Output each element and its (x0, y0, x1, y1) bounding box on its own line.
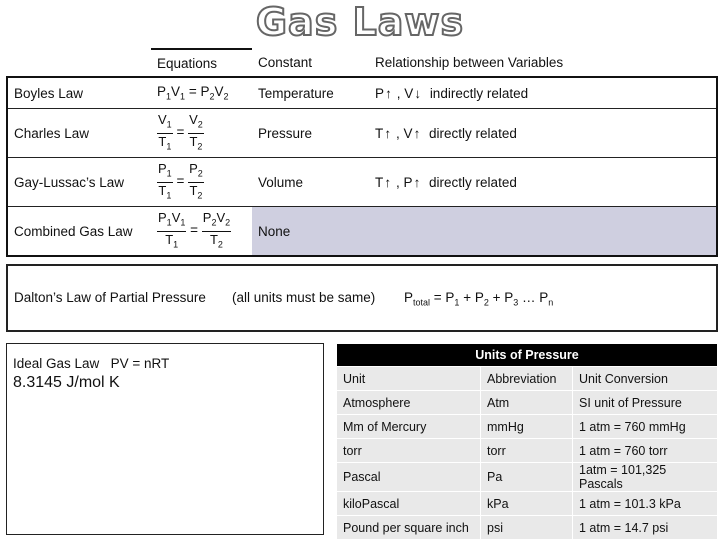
header-relationship: Relationship between Variables (369, 49, 717, 77)
law-relationship: T↑ , V↑ directly related (369, 109, 717, 158)
table-row: Mm of Mercury mmHg 1 atm = 760 mmHg (337, 415, 718, 439)
arrow-up-icon: ↑ (413, 125, 421, 141)
dalton-label: Dalton’s Law of Partial Pressure (14, 290, 206, 305)
law-name: Combined Gas Law (7, 207, 151, 257)
dalton-equation: $P_{total} = P_1 + P_2 + P_3$ … $P_n$ (404, 290, 554, 308)
arrow-up-icon: ↑ (384, 174, 392, 190)
units-col-conversion: Unit Conversion (573, 367, 718, 391)
ideal-gas-box (6, 343, 324, 535)
arrow-up-icon: ↑ (384, 125, 392, 141)
law-equation: $\frac{V_1}{T_1}$ = $\frac{V_2}{T_2}$ (151, 109, 252, 158)
law-name: Gay-Lussac’s Law (7, 158, 151, 207)
arrow-down-icon: ↓ (414, 85, 422, 101)
law-equation: $\frac{P_1}{T_1}$ = $\frac{P_2}{T_2}$ (151, 158, 252, 207)
law-constant: Volume (252, 158, 369, 207)
law-equation: $P_1V_1 = P_2V_2$ (151, 77, 252, 109)
dalton-law-box (6, 264, 718, 332)
law-relationship (369, 207, 717, 257)
table-row (7, 207, 717, 257)
table-row (7, 158, 717, 207)
table-row: Pascal Pa 1atm = 101,325 Pascals (337, 463, 718, 492)
units-title: Units of Pressure (337, 344, 718, 367)
law-constant: None (252, 207, 369, 257)
gas-constant: 8.3145 J/mol K (13, 374, 120, 391)
table-row (7, 77, 717, 109)
law-constant: Pressure (252, 109, 369, 158)
table-row: Pound per square inch psi 1 atm = 14.7 psi (337, 516, 718, 540)
dalton-note: (all units must be same) (232, 290, 376, 305)
table-row: kiloPascal kPa 1 atm = 101.3 kPa (337, 492, 718, 516)
units-table (336, 343, 718, 540)
units-col-abbreviation: Abbreviation (481, 367, 573, 391)
ideal-gas-heading: Ideal Gas Law PV = nRT (13, 356, 170, 371)
table-row: torr torr 1 atm = 760 torr (337, 439, 718, 463)
law-relationship: T↑ , P↑ directly related (369, 158, 717, 207)
arrow-up-icon: ↑ (385, 85, 392, 101)
header-constant: Constant (252, 49, 369, 77)
law-name: Boyles Law (7, 77, 151, 109)
header-equations: Equations (151, 49, 252, 77)
law-constant: Temperature (252, 77, 369, 109)
header-name (7, 49, 151, 77)
law-equation: $\frac{P_1V_1}{T_1}$ = $\frac{P_2V_2}{T_2}$ (151, 207, 252, 257)
page-title: Gas Laws (255, 0, 465, 44)
table-row (7, 109, 717, 158)
table-row: Atmosphere Atm SI unit of Pressure (337, 391, 718, 415)
arrow-up-icon: ↑ (413, 174, 421, 190)
law-relationship: P↑ , V↓ indirectly related (369, 77, 717, 109)
gas-laws-table (6, 48, 718, 257)
law-name: Charles Law (7, 109, 151, 158)
units-col-unit: Unit (337, 367, 481, 391)
